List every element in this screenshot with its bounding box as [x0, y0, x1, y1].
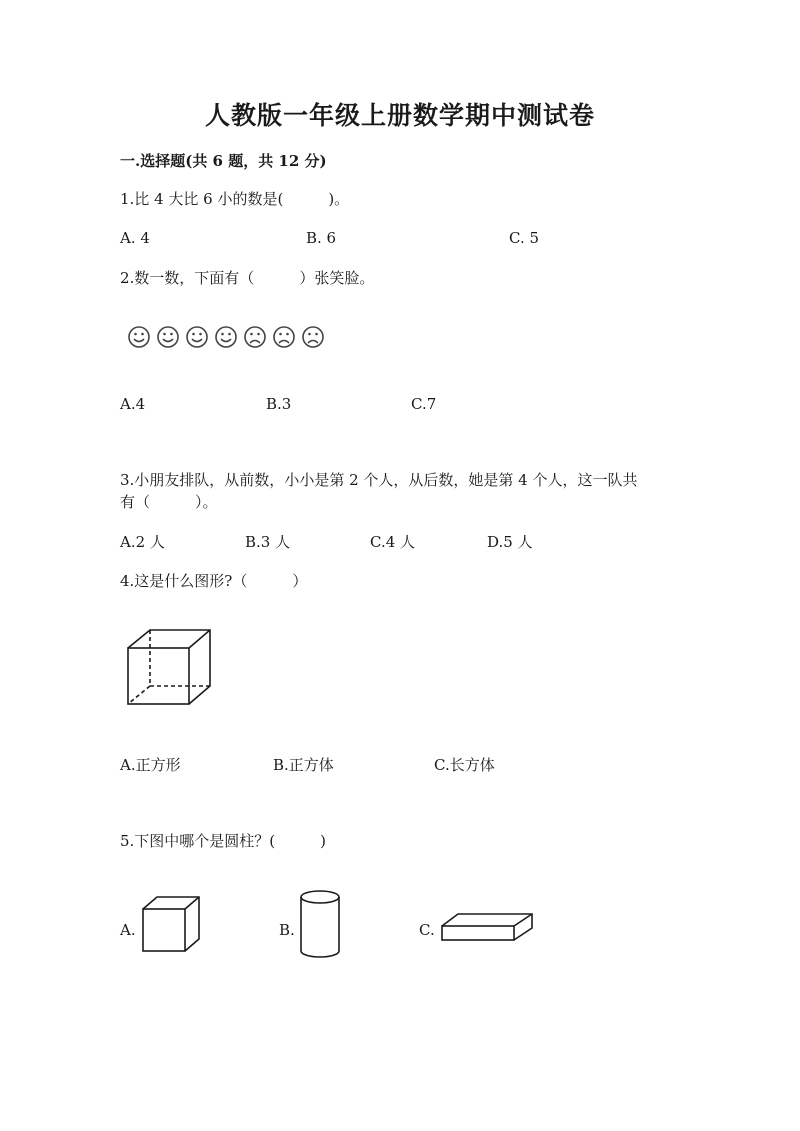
question-2-option-c[interactable]: C.7	[411, 395, 437, 413]
question-1-stem: 1.比 4 大比 6 小的数是( )。	[120, 190, 350, 208]
question-4-stem: 4.这是什么图形?（ ）	[120, 572, 308, 590]
question-2-option-b[interactable]: B.3	[266, 395, 292, 413]
smiley-face-icon	[216, 327, 236, 347]
cube-icon	[141, 895, 201, 953]
question-1-option-a[interactable]: A. 4	[120, 229, 150, 247]
question-3-option-d[interactable]: D.5 人	[487, 533, 533, 551]
question-3-option-a[interactable]: A.2 人	[120, 533, 165, 551]
question-3-stem-line-2: 有（ ）。	[120, 493, 218, 511]
cylinder-icon	[299, 889, 343, 959]
smiley-face-icon	[129, 327, 149, 347]
question-3-option-c[interactable]: C.4 人	[370, 533, 416, 551]
section-heading: 一.选择题(共 6 题，共 12 分)	[120, 152, 327, 170]
frowning-face-icon	[274, 327, 294, 347]
question-2-option-a[interactable]: A.4	[120, 395, 146, 413]
question-5-stem: 5.下图中哪个是圆柱？( )	[120, 832, 327, 850]
cube-icon	[126, 628, 212, 708]
smiley-face-icon	[187, 327, 207, 347]
question-5-option-a[interactable]: A.	[120, 921, 136, 939]
question-1-option-c[interactable]: C. 5	[509, 229, 540, 247]
question-3-option-b[interactable]: B.3 人	[245, 533, 291, 551]
question-3-stem-line-1: 3.小朋友排队，从前数，小小是第 2 个人，从后数，她是第 4 个人，这一队共	[120, 471, 638, 489]
question-4-option-b[interactable]: B.正方体	[273, 756, 334, 774]
page-title: 人教版一年级上册数学期中测试卷	[204, 101, 595, 130]
question-4-option-c[interactable]: C.长方体	[434, 756, 495, 774]
smiley-face-icon	[158, 327, 178, 347]
question-2-stem: 2.数一数，下面有（ ）张笑脸。	[120, 269, 375, 287]
frowning-face-icon	[303, 327, 323, 347]
question-5-option-c[interactable]: C.	[419, 921, 435, 939]
question-4-option-a[interactable]: A.正方形	[120, 756, 181, 774]
flat-cuboid-icon	[440, 912, 534, 942]
question-1-option-b[interactable]: B. 6	[306, 229, 337, 247]
frowning-face-icon	[245, 327, 265, 347]
question-5-option-b[interactable]: B.	[279, 921, 295, 939]
smiley-faces-figure	[128, 326, 328, 350]
